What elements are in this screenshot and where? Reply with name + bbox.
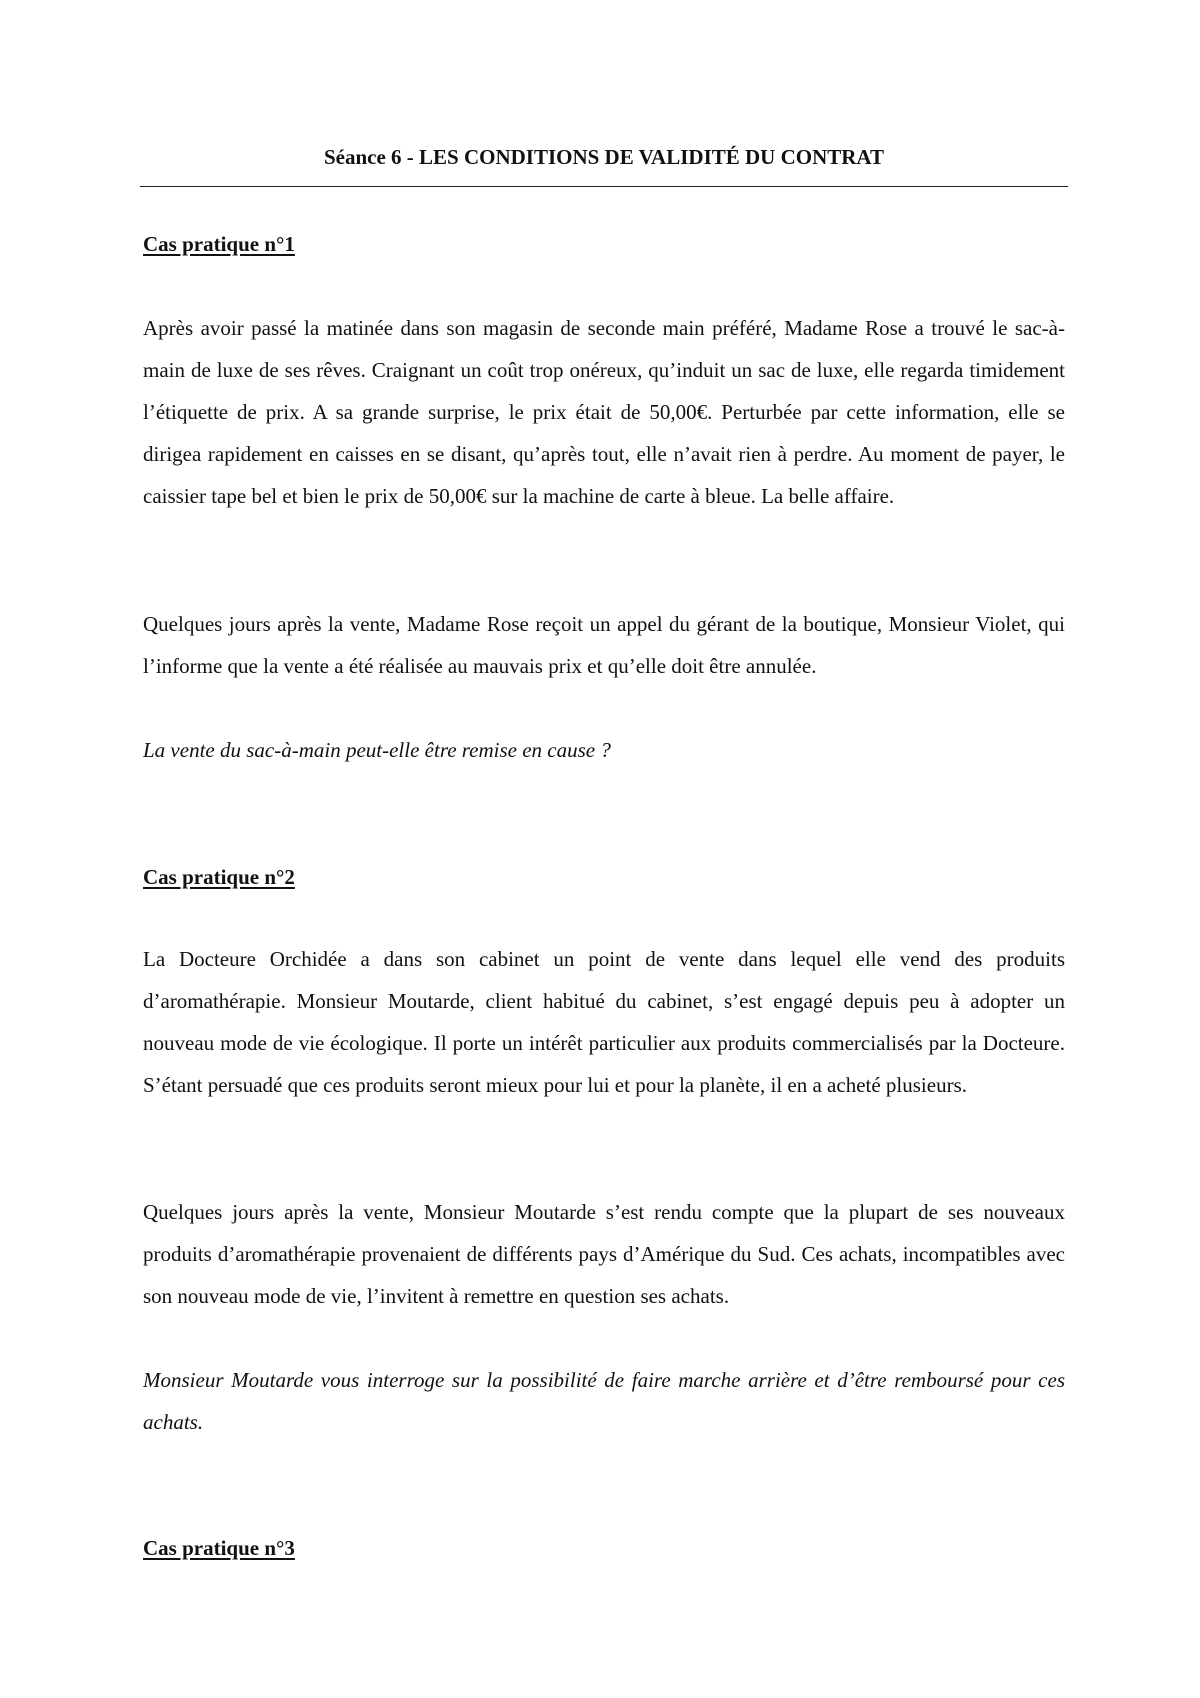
- case-1-question: La vente du sac-à-main peut-elle être remise en cause ?: [143, 738, 611, 762]
- case-1-heading: Cas pratique n°1: [143, 232, 295, 256]
- document-title: Séance 6 - LES CONDITIONS DE VALIDITÉ DU CONTRAT: [323, 145, 885, 169]
- case-3-heading: Cas pratique n°3: [143, 1536, 295, 1560]
- case-2-paragraph-2: Quelques jours après la vente, Monsieur Moutarde s’est rendu compte que la plupart de ses nouveaux produits d’aromathérapie provenaient de différents pays d’Amérique du Sud. Ces achats, incompatibles avec son nouveau mode de vie, l’invitent à remettre en question ses achats.: [143, 1200, 1065, 1308]
- case-1-paragraph-2: Quelques jours après la vente, Madame Rose reçoit un appel du gérant de la boutique, Monsieur Violet, qui l’informe que la vente a été réalisée au mauvais prix et qu’elle doit être annulée.: [143, 612, 1065, 678]
- case-2-paragraph-1: La Docteure Orchidée a dans son cabinet un point de vente dans lequel elle vend des produits d’aromathérapie. Monsieur Moutarde, client habitué du cabinet, s’est engagé depuis peu à adopter un nouveau mode de vie écologique. Il porte un intérêt particulier aux produits commercialisés par la Docteure. S’étant persuadé que ces produits seront mieux pour lui et pour la planète, il en a acheté plusieurs.: [143, 947, 1065, 1097]
- title-divider: [140, 186, 1068, 187]
- case-1-paragraph-1: Après avoir passé la matinée dans son magasin de seconde main préféré, Madame Rose a trouvé le sac-à-main de luxe de ses rêves. Craignant un coût trop onéreux, qu’induit un sac de luxe, elle regarda timidement l’étiquette de prix. A sa grande surprise, le prix était de 50,00€. Perturbée par cette information, elle se dirigea rapidement en caisses en se disant, qu’après tout, elle n’avait rien à perdre. Au moment de payer, le caissier tape bel et bien le prix de 50,00€ sur la machine de carte à bleue. La belle affaire.: [143, 316, 1065, 508]
- case-2-question: Monsieur Moutarde vous interroge sur la possibilité de faire marche arrière et d’être remboursé pour ces achats.: [143, 1368, 1065, 1434]
- case-2-heading: Cas pratique n°2: [143, 865, 295, 889]
